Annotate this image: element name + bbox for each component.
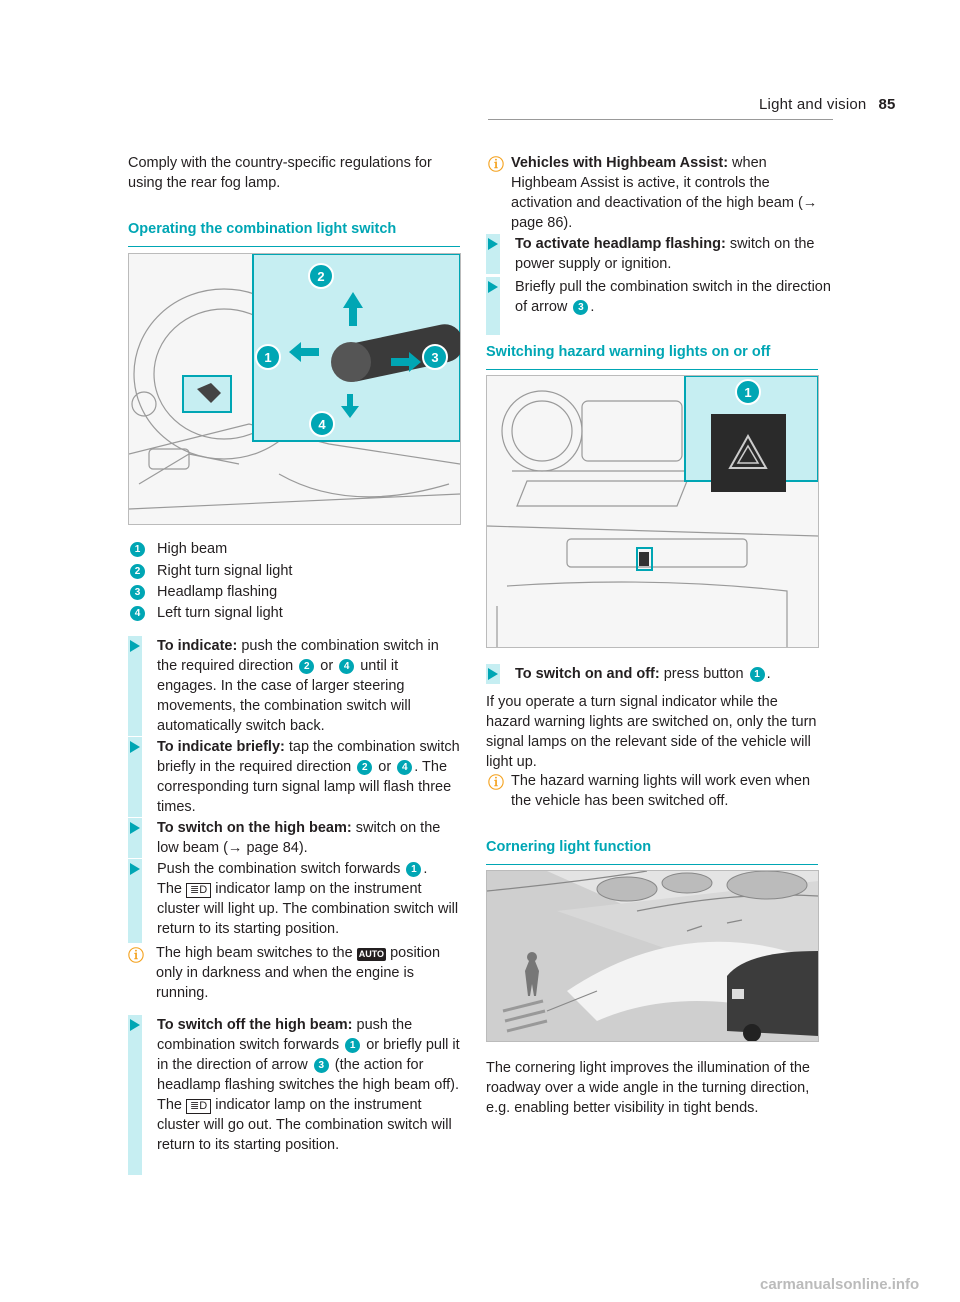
step-indicate-briefly: To indicate briefly: tap the combination switch briefly in the required direction 2 or 4 . The corresponding turn signal lamp will flash three times. <box>128 737 461 817</box>
step-arrow-icon <box>130 640 140 652</box>
step-arrow-icon <box>130 1019 140 1031</box>
high-beam-icon: ≣D <box>186 1099 211 1114</box>
heading-hazard-lights: Switching hazard warning lights on or off <box>486 342 818 370</box>
info-icon: ⓘ <box>488 157 505 174</box>
high-beam-icon: ≣D <box>186 883 211 898</box>
page-header <box>759 96 896 113</box>
step-activate-flashing: To activate headlamp flashing: switch on the power supply or ignition. <box>486 234 833 274</box>
step-arrow-icon <box>130 822 140 834</box>
heading-cornering-light: Cornering light function <box>486 837 818 865</box>
note-highbeam-assist: Vehicles with Highbeam Assist: when Highbeam Assist is active, it controls the activation and deactivation of the high beam (→ page 86). <box>511 155 818 231</box>
step-push-forwards: Push the combination switch forwards 1 . The ≣D indicator lamp on the instrument cluster will light up. The combination switch will return to its starting position. <box>128 859 461 943</box>
step-switch-on-high-beam: To switch on the high beam: switch on the low beam (→ page 84). <box>128 818 461 858</box>
hazard-button-illustration <box>486 375 819 648</box>
step-pull-switch: Briefly pull the combination switch in the direction of arrow 3 . <box>486 277 833 335</box>
callout-2: 2 <box>317 269 325 284</box>
combination-switch-illustration <box>128 253 461 525</box>
callout-3: 3 <box>431 350 439 365</box>
step-to-indicate: To indicate: push the combination switch in the required direction 2 or 4 until it engages. In the case of larger steering movements, the combination switch will automatically switch back. <box>128 636 461 736</box>
watermark: carmanualsonline.info <box>760 1276 920 1293</box>
note-high-beam: The high beam switches to the AUTO position only in darkness and when the engine is running. <box>156 945 441 1001</box>
auto-icon: AUTO <box>358 949 385 959</box>
step-arrow-icon <box>130 741 140 753</box>
legend-item: 3 Headlamp flashing <box>128 584 277 600</box>
legend-item: 1 High beam <box>128 541 227 557</box>
header-section: Light and vision <box>759 96 867 113</box>
hazard-paragraph: If you operate a turn signal indicator while the hazard warning lights are switched on, only the turn signal lamps on the relevant side of the vehicle will light up. <box>486 694 817 770</box>
note-hazard: The hazard warning lights will work even when the vehicle has been switched off. <box>511 773 811 809</box>
intro-text: Comply with the country-specific regulations for using the rear fog lamp. <box>128 155 432 191</box>
legend-item: 4 Left turn signal light <box>128 605 283 621</box>
step-switch-hazard: To switch on and off: press button 1 . <box>486 664 833 684</box>
cornering-light-illustration <box>486 870 819 1042</box>
page-number: 85 <box>878 96 896 113</box>
callout-1: 1 <box>264 350 272 365</box>
step-arrow-icon <box>488 238 498 250</box>
step-switch-off-high-beam: To switch off the high beam: push the combination switch forwards 1 or briefly pull it in the direction of arrow 3 (the action for headlamp flashing switches the high beam off). The ≣D indicator lamp on the instrument cluster will go out. The combination switch will return to its starting position. <box>128 1015 461 1175</box>
cornering-paragraph: The cornering light improves the illumination of the roadway over a wide angle in the turning direction, e.g. enabling better visibility in tight bends. <box>486 1060 810 1116</box>
callout-4: 4 <box>318 417 326 432</box>
step-arrow-icon <box>130 863 140 875</box>
header-rule <box>488 119 833 120</box>
step-arrow-icon <box>488 281 498 293</box>
info-icon: ⓘ <box>488 775 505 792</box>
callout-1: 1 <box>744 385 752 400</box>
step-arrow-icon <box>488 668 498 680</box>
info-icon: ⓘ <box>128 948 145 965</box>
heading-combination-switch: Operating the combination light switch <box>128 219 460 247</box>
legend-item: 2 Right turn signal light <box>128 563 292 579</box>
